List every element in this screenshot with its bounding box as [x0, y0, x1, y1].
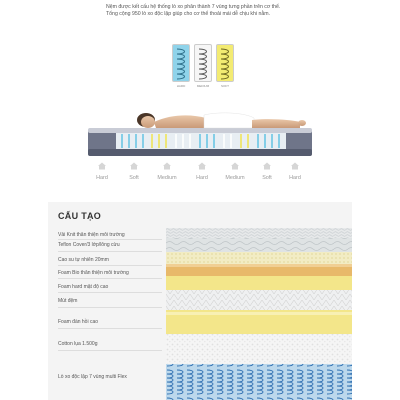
spring-coil-icon: [173, 45, 191, 83]
zone-label: Soft: [262, 175, 272, 181]
mattress-layers-illustration: [166, 228, 352, 400]
divider: [58, 239, 162, 240]
divider: [58, 278, 162, 279]
house-icon: [162, 162, 172, 170]
spring-label-soft: SOFT: [221, 84, 229, 88]
intro-line-1: Nệm được kết cấu hệ thống lò xo phân thành 7 vùng tưng phần trên cơ thể.: [106, 4, 281, 10]
zone-label: Hard: [96, 175, 108, 181]
spring-coil-icon: [217, 45, 235, 83]
layer-label: Foam Bio thân thiện môi trường: [58, 270, 129, 276]
spring-hard-swatch: [172, 44, 190, 82]
layer-label: Teflon Cover/3 lớp/lông cừu: [58, 242, 120, 248]
layer-label: Vải Knit thân thiện môi trường: [58, 232, 125, 238]
house-icon: [230, 162, 240, 170]
layer-label: Lò xo độc lập 7 vùng multi Flex: [58, 374, 127, 380]
spring-label-hard: HARD: [176, 84, 186, 88]
intro-line-2: Tổng cộng 950 lò xo độc lập giúp cho cơ thể thoải mái dễ chịu khi nằm.: [106, 11, 271, 18]
cross-section-image: [166, 228, 352, 400]
zone-label: Medium: [225, 175, 245, 181]
spring-medium-swatch: [194, 44, 212, 82]
layer-label: Cotton lụa 1.500g: [58, 341, 98, 347]
mattress-illustration: [86, 108, 314, 158]
house-icon: [290, 162, 300, 170]
house-icon: [262, 162, 272, 170]
layer-label: Foam đàn hồi cao: [58, 319, 99, 325]
spring-soft-swatch: [216, 44, 234, 82]
section-title: CẤU TẠO: [58, 211, 102, 221]
intro-text: [106, 4, 356, 19]
divider: [58, 292, 162, 293]
divider: [58, 307, 162, 308]
zone-label: Soft: [129, 175, 139, 181]
house-icon: [129, 162, 139, 170]
layer-label: Foam hard mật độ cao: [58, 284, 109, 290]
house-icon: [97, 162, 107, 170]
spring-coil-icon: [195, 45, 213, 83]
layer-label: Cao su tự nhiên 20mm: [58, 257, 109, 263]
divider: [58, 265, 162, 266]
zone-label: Hard: [196, 175, 208, 181]
house-icon: [197, 162, 207, 170]
divider: [58, 328, 162, 329]
mattress-person-image: [86, 108, 314, 158]
divider: [58, 350, 162, 351]
zone-label: Medium: [157, 175, 177, 181]
divider: [58, 251, 162, 252]
spring-label-medium: MEDIUM: [196, 84, 210, 88]
zone-label: Hard: [289, 175, 301, 181]
layer-label: Mút đệm: [58, 298, 78, 304]
